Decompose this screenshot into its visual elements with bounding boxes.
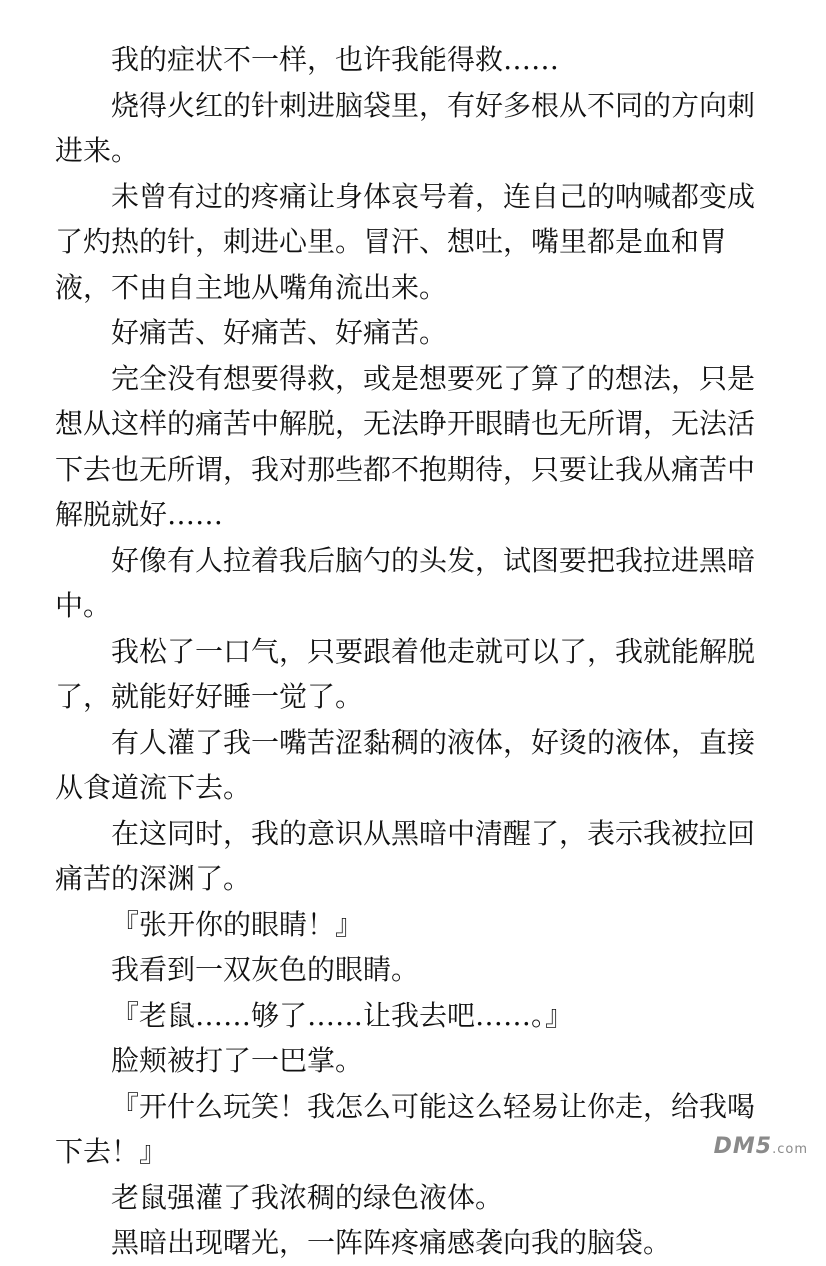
paragraph: 好痛苦、好痛苦、好痛苦。 — [111, 316, 448, 349]
paragraph: 我看到一双灰色的眼睛。 — [111, 953, 420, 986]
watermark-brand: DM5 — [713, 1134, 773, 1159]
paragraph: 烧得火红的针刺进脑袋里，有好多根从不同的方向刺进来。 — [55, 88, 756, 167]
text-body — [55, 37, 760, 1266]
paragraph: 『老鼠……够了……让我去吧……。』 — [111, 998, 574, 1032]
paragraph: 好像有人拉着我后脑勺的头发，试图要把我拉进黑暗中。 — [55, 543, 756, 622]
paragraph: 老鼠强灌了我浓稠的绿色液体。 — [111, 1180, 504, 1214]
paragraph: 我松了一口气，只要跟着他走就可以了，我就能解脱了，就能好好睡一觉了。 — [55, 634, 756, 713]
paragraph: 有人灌了我一嘴苦涩黏稠的液体，好烫的液体，直接从食道流下去。 — [55, 725, 756, 804]
paragraph: 未曾有过的疼痛让身体哀号着，连自己的呐喊都变成了灼热的针，刺进心里。冒汗、想吐，嘴里都是血和胃液，不由自主地从嘴角流出来。 — [55, 179, 756, 304]
paragraph: 在这同时，我的意识从黑暗中清醒了，表示我被拉回痛苦的深渊了。 — [55, 816, 756, 895]
paragraph: 『张开你的眼睛！』 — [111, 907, 364, 941]
watermark-suffix: .com — [772, 1142, 808, 1157]
paragraph: 脸颊被打了一巴掌。 — [111, 1044, 364, 1077]
site-watermark — [714, 1134, 808, 1159]
paragraph: 『开什么玩笑！我怎么可能这么轻易让你走，给我喝下去！』 — [55, 1089, 756, 1168]
paragraph: 我的症状不一样，也许我能得救…… — [111, 43, 560, 76]
paragraph: 完全没有想要得救，或是想要死了算了的想法，只是想从这样的痛苦中解脱，无法睁开眼睛也无所谓，无法活下去也无所谓，我对那些都不抱期待，只要让我从痛苦中解脱就好…… — [55, 361, 756, 531]
paragraph: 黑暗出现曙光，一阵阵疼痛感袭向我的脑袋。 — [111, 1226, 672, 1259]
